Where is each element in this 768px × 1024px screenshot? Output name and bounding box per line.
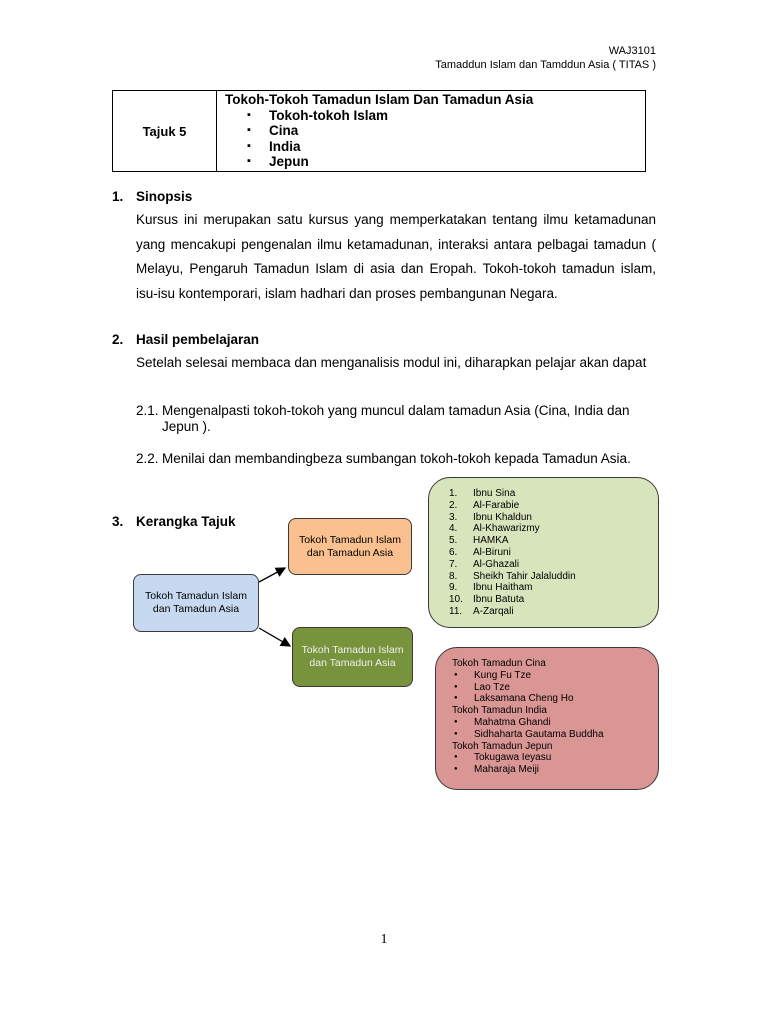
list-item: 4. Al-Khawarizmy: [449, 523, 540, 535]
list-item: 3. Ibnu Khaldun: [449, 511, 532, 523]
list-item: 2. Al-Farabie: [449, 499, 520, 511]
root-box: Tokoh Tamadun Islam dan Tamadun Asia: [133, 574, 259, 632]
list-item: ● Maharaja Meiji: [452, 764, 658, 776]
arrow-to-bottom: [259, 628, 290, 646]
outcome-num: 2.2.: [136, 451, 159, 466]
section-2-number: 2.: [112, 332, 124, 347]
japan-list: [452, 752, 658, 776]
asia-figures-box: Tokoh Tamadun Islam dan Tamadun Asia: [292, 627, 413, 687]
section-1-number: 1.: [112, 189, 124, 204]
section-1-title: Sinopsis: [136, 189, 193, 204]
group-heading-japan: Tokoh Tamadun Jepun: [452, 740, 553, 752]
list-item: 1. Ibnu Sina: [449, 488, 516, 499]
section-3-title: Kerangka Tajuk: [136, 514, 236, 529]
list-item: 9. Ibnu Haitham: [449, 582, 533, 594]
topic-bullet: ▪ Tokoh-tokoh Islam: [247, 108, 533, 124]
section-2-title: Hasil pembelajaran: [136, 332, 260, 347]
list-item: ● Tokugawa Ieyasu: [452, 752, 658, 764]
list-item: ● Sidhaharta Gautama Buddha: [452, 729, 658, 741]
outcome-intro: Setelah selesai membaca dan menganalisis modul ini, diharapkan pelajar akan dapat: [136, 355, 647, 370]
list-item: 10. Ibnu Batuta: [449, 594, 525, 606]
outcome-num: 2.1.: [136, 403, 159, 418]
group-heading-india: Tokoh Tamadun India: [452, 705, 547, 717]
list-item: ● Kung Fu Tze: [452, 670, 658, 682]
synopsis-text: Kursus ini merupakan satu kursus yang memperkatakan tentang ilmu ketamadunan yang mencakupi pengenalan ilmu ketamadunan, interaksi antara pelbagai tamadun ( Melayu, Pengaruh Tamadun Islam di asia dan Eropah. Tokoh-tokoh tamadun islam, isu-isu kontemporari, islam hadhari dan proses pembangunan Negara.: [136, 212, 656, 301]
outcome-text: Menilai dan membandingbeza sumbangan tokoh-tokoh kepada Tamadun Asia.: [162, 451, 631, 466]
china-list: [452, 670, 658, 705]
list-item: 6. Al-Biruni: [449, 546, 511, 558]
india-list: [452, 717, 658, 741]
list-item: 8. Sheikh Tahir Jalaluddin: [449, 570, 576, 582]
asia-figures-panel: [435, 647, 659, 790]
outcome-text: Mengenalpasti tokoh-tokoh yang muncul dalam tamadun Asia (Cina, India dan Jepun ).: [162, 403, 630, 434]
list-item: 7. Al-Ghazali: [449, 558, 520, 570]
list-item: ● Laksamana Cheng Ho: [452, 693, 658, 705]
islam-figures-box: Tokoh Tamadun Islam dan Tamadun Asia: [288, 518, 412, 575]
topic-bullet: ▪ Jepun: [247, 154, 533, 170]
list-item: 11. A-Zarqali: [449, 605, 514, 617]
topic-bullet: ▪ Cina: [247, 123, 533, 139]
list-item: ● Lao Tze: [452, 682, 658, 694]
course-title: Tamaddun Islam dan Tamddun Asia ( TITAS ): [435, 59, 656, 71]
islam-figures-list: [449, 488, 658, 618]
list-item: ● Mahatma Ghandi: [452, 717, 658, 729]
section-3-number: 3.: [112, 514, 124, 529]
group-heading-china: Tokoh Tamadun Cina: [452, 658, 546, 669]
course-code: WAJ3101: [608, 45, 656, 57]
arrow-to-top: [259, 568, 285, 582]
topic-title: Tokoh-Tokoh Tamadun Islam Dan Tamadun Asia: [225, 92, 534, 107]
islam-figures-panel: [428, 477, 659, 628]
topic-bullet: ▪ India: [247, 139, 533, 155]
topic-label: Tajuk 5: [113, 91, 217, 171]
page-number: 1: [380, 932, 388, 947]
list-item: 5. HAMKA: [449, 535, 509, 547]
